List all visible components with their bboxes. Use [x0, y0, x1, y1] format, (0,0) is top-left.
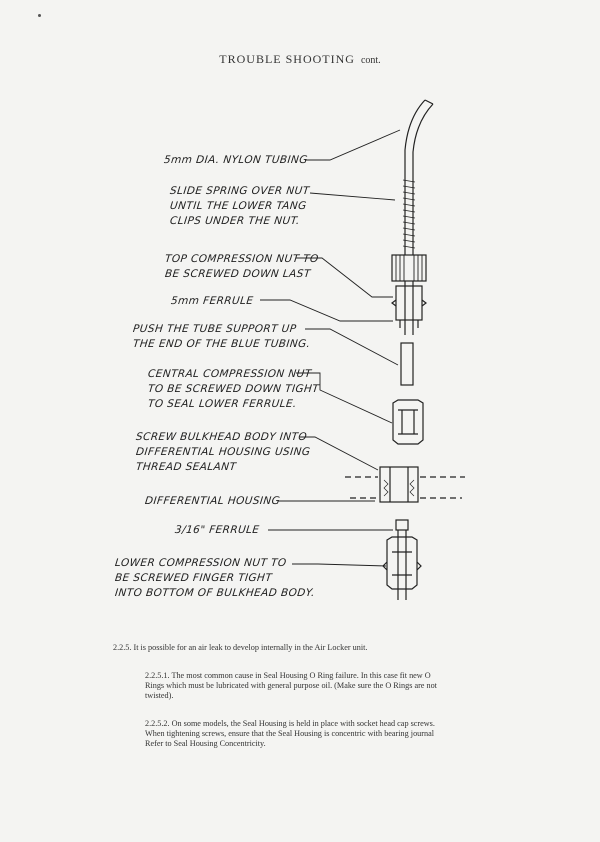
paragraph-2-2-5-2-line-2: When tightening screws, ensure that the Seal Housing is concentric with bearing journal: [145, 729, 434, 738]
label-top-nut-1: TOP COMPRESSION NUT TO: [164, 253, 320, 265]
label-nylon-tubing: 5mm DIA. NYLON TUBING: [163, 154, 309, 166]
page-title-main: TROUBLE SHOOTING: [219, 52, 355, 66]
label-lower-nut-2: BE SCREWED FINGER TIGHT: [114, 572, 273, 584]
nylon-tubing-left-edge: [405, 100, 425, 255]
top-compression-nut: [392, 255, 426, 281]
page-title-suffix: cont.: [360, 55, 381, 66]
label-5mm-ferrule: 5mm FERRULE: [170, 295, 254, 307]
paragraph-2-2-5-2-line-3: Refer to Seal Housing Concentricity.: [145, 739, 266, 748]
paragraph-2-2-5-1-line-3: twisted).: [145, 691, 174, 700]
label-lower-nut-1: LOWER COMPRESSION NUT TO: [114, 557, 288, 569]
label-bulkhead-1: SCREW BULKHEAD BODY INTO: [135, 431, 308, 443]
lower-ferrule: [396, 520, 408, 530]
ferrule-body: [396, 286, 422, 320]
label-tube-support-1: PUSH THE TUBE SUPPORT UP: [132, 323, 298, 335]
label-lower-nut-3: INTO BOTTOM OF BULKHEAD BODY.: [114, 587, 316, 599]
paragraph-2-2-5-2-line-1: 2.2.5.2. On some models, the Seal Housing is held in place with socket head cap screws.: [145, 719, 435, 728]
label-3-16-ferrule: 3/16" FERRULE: [174, 524, 261, 536]
label-tube-support-2: THE END OF THE BLUE TUBING.: [132, 338, 311, 350]
label-slide-spring-2: UNTIL THE LOWER TANG: [169, 200, 308, 212]
label-bulkhead-3: THREAD SEALANT: [135, 461, 237, 473]
paragraph-2-2-5: 2.2.5. It is possible for an air leak to develop internally in the Air Locker unit.: [113, 643, 368, 652]
nylon-tubing-right-edge: [413, 104, 433, 255]
lower-compression-nut: [387, 537, 417, 589]
label-slide-spring-1: SLIDE SPRING OVER NUT: [169, 185, 311, 197]
central-compression-nut: [393, 400, 423, 444]
paragraph-2-2-5-2: [145, 719, 590, 749]
bulkhead-body: [380, 467, 418, 502]
label-central-nut-3: TO SEAL LOWER FERRULE.: [147, 398, 298, 410]
paragraph-2-2-5-1-line-1: 2.2.5.1. The most common cause in Seal Housing O Ring failure. In this case fit new O: [145, 671, 431, 680]
paragraph-2-2-5-1: [145, 671, 590, 701]
label-central-nut-2: TO BE SCREWED DOWN TIGHT: [147, 383, 320, 395]
label-top-nut-2: BE SCREWED DOWN LAST: [164, 268, 312, 280]
label-differential-housing: DIFFERENTIAL HOUSING: [144, 495, 281, 507]
paragraph-2-2-5-1-line-2: Rings which must be lubricated with general purpose oil. (Make sure the O Rings are not: [145, 681, 437, 690]
label-bulkhead-2: DIFFERENTIAL HOUSING USING: [135, 446, 311, 458]
tube-support: [401, 343, 413, 385]
label-central-nut-1: CENTRAL COMPRESSION NUT: [147, 368, 313, 380]
label-slide-spring-3: CLIPS UNDER THE NUT.: [169, 215, 301, 227]
